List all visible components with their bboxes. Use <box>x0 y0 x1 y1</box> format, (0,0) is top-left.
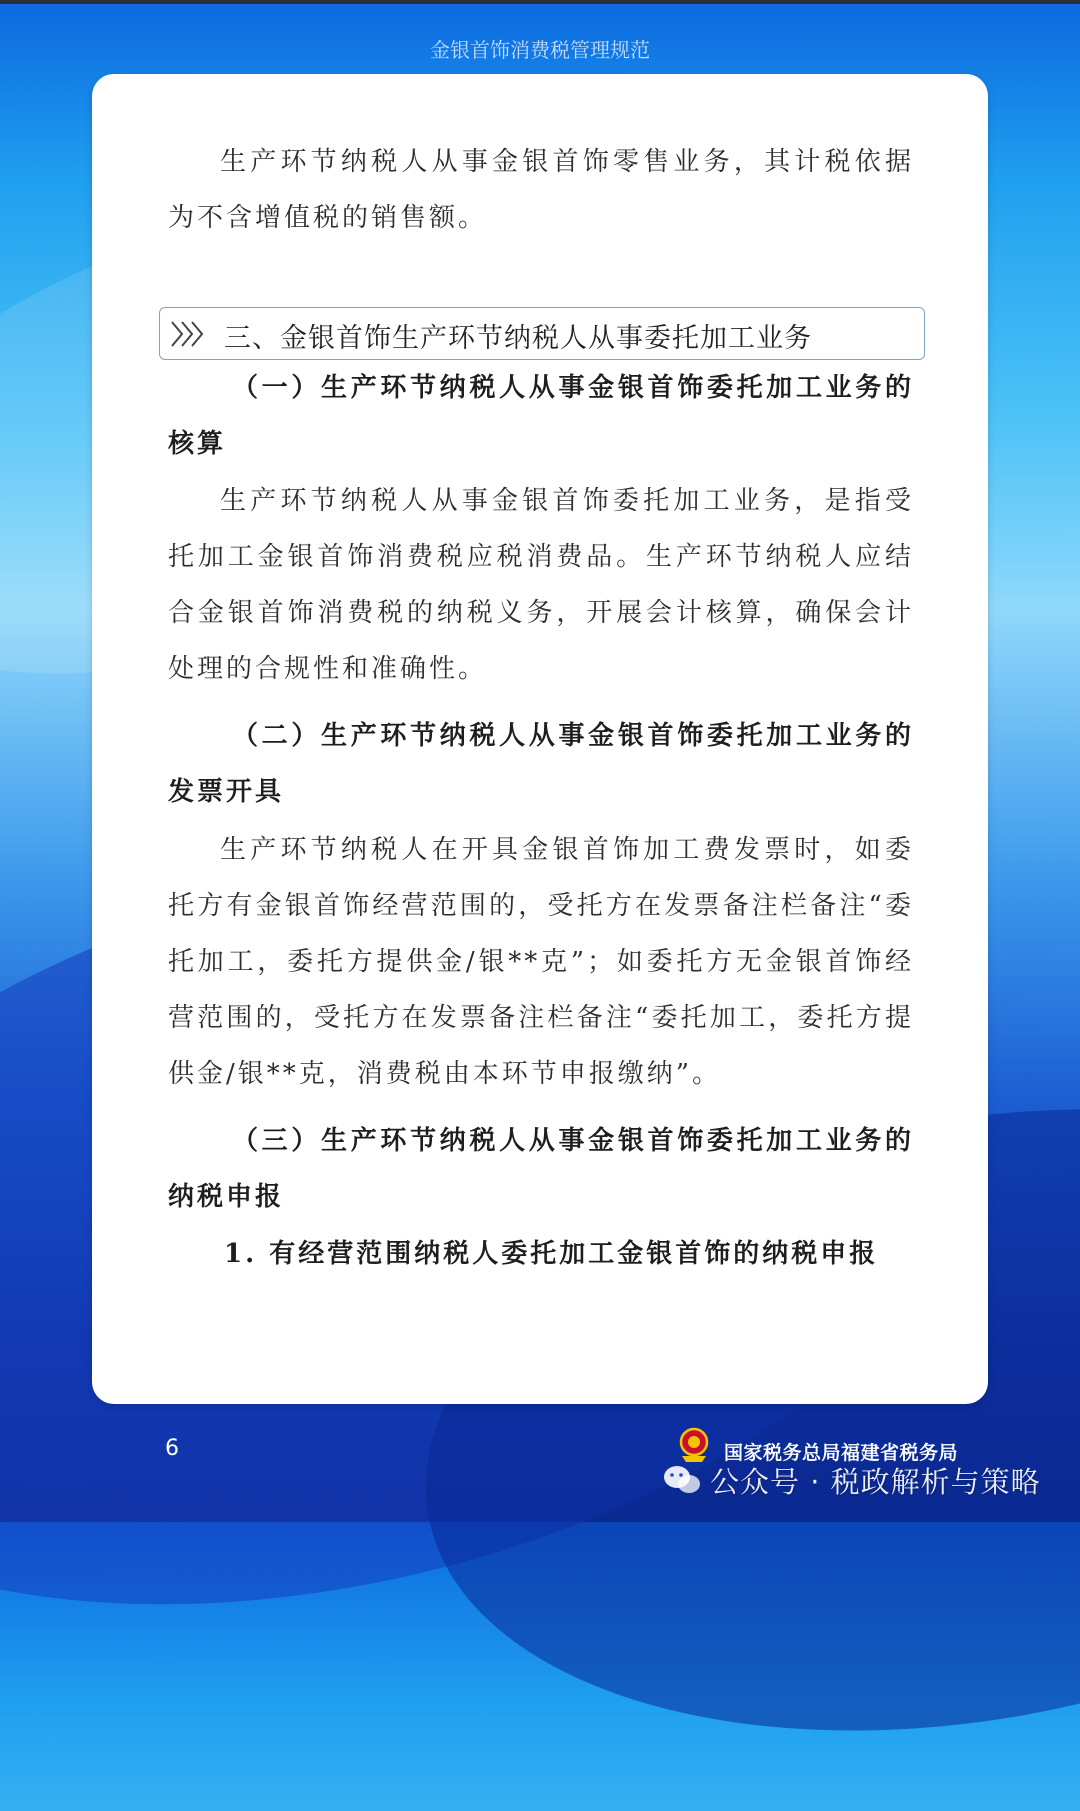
chevrons-icon <box>170 320 210 348</box>
document-header-title: 金银首饰消费税管理规范 <box>430 38 650 62</box>
section-title: 三、金银首饰生产环节纳税人从事委托加工业务 <box>224 323 812 354</box>
subheading: （二）生产环节纳税人从事金银首饰委托加工业务的发票开具 <box>168 721 914 807</box>
agency-name: 国家税务总局福建省税务局 <box>724 1442 959 1464</box>
wechat-account-label: 公众号 · 税政解析与策略 <box>710 1464 1041 1499</box>
subheading: （三）生产环节纳税人从事金银首饰委托加工业务的纳税申报 <box>168 1126 914 1212</box>
paragraph: 生产环节纳税人从事金银首饰零售业务，其计税依据为不含增值税的销售额。 <box>168 147 914 233</box>
subheading: （一）生产环节纳税人从事金银首饰委托加工业务的核算 <box>168 373 914 459</box>
paragraph: 生产环节纳税人在开具金银首饰加工费发票时，如委托方有金银首饰经营范围的，受托方在发票备注栏备注“委托加工，委托方提供金/银**克”；如委托方无金银首饰经营范围的，受托方在发票备注栏备注“委托加工，委托方提供金/银**克，消费税由本环节申报缴纳”。 <box>168 835 914 1089</box>
paragraph: 生产环节纳税人从事金银首饰委托加工业务，是指受托加工金银首饰消费税应税消费品。生产环节纳税人应结合金银首饰消费税的纳税义务，开展会计核算，确保会计处理的合规性和准确性。 <box>168 486 914 684</box>
wechat-icon <box>662 1464 702 1496</box>
numbered-item: 1. 有经营范围纳税人委托加工金银首饰的纳税申报 <box>224 1239 879 1269</box>
wechat-watermark <box>662 1460 1041 1500</box>
tax-emblem-icon <box>676 1426 712 1464</box>
section-heading-box <box>159 307 925 360</box>
page-number: 6 <box>165 1436 179 1461</box>
window-top-strip <box>0 0 1080 4</box>
